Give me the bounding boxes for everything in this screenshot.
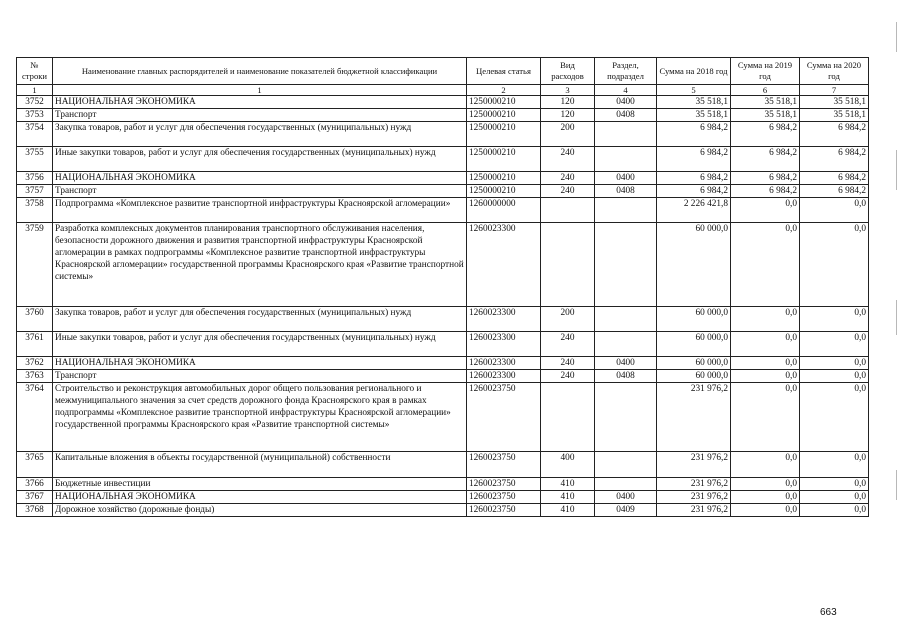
row-expense-type: 240	[541, 370, 595, 383]
row-name: Транспорт	[53, 185, 467, 198]
row-name: Капитальные вложения в объекты государственной (муниципальной) собственности	[53, 452, 467, 478]
row-sum-2018: 231 976,2	[657, 478, 731, 491]
row-section	[595, 452, 657, 478]
row-sum-2019: 6 984,2	[731, 122, 800, 147]
table-row	[17, 109, 869, 122]
col-header-section: Раздел, подраздел	[595, 58, 657, 85]
row-sum-2019: 35 518,1	[731, 109, 800, 122]
table-row	[17, 185, 869, 198]
row-expense-type	[541, 383, 595, 452]
table-row	[17, 491, 869, 504]
row-sum-2020: 6 984,2	[800, 147, 869, 172]
row-name: Закупка товаров, работ и услуг для обеспечения государственных (муниципальных) нужд	[53, 307, 467, 332]
row-sum-2019: 6 984,2	[731, 172, 800, 185]
row-section	[595, 307, 657, 332]
row-section	[595, 332, 657, 357]
row-number: 3758	[17, 198, 53, 223]
row-sum-2020: 6 984,2	[800, 185, 869, 198]
row-sum-2020: 0,0	[800, 198, 869, 223]
row-number: 3762	[17, 357, 53, 370]
row-target-article: 1250000210	[467, 96, 541, 109]
row-sum-2019: 0,0	[731, 307, 800, 332]
row-name: Разработка комплексных документов планирования транспортного обслуживания населения, безопасности дорожного движения и развития транспортной инфраструктуры Красноярской агломерации в рамках подпрограммы «Комплексное развитие транспортной инфраструктуры Красноярской агломерации» государственной программы Красноярского края «Развитие транспортной системы»	[53, 223, 467, 307]
row-expense-type: 410	[541, 478, 595, 491]
row-name: Транспорт	[53, 109, 467, 122]
row-target-article: 1260023750	[467, 504, 541, 517]
row-target-article: 1250000210	[467, 109, 541, 122]
scan-edge-mark	[896, 22, 897, 52]
row-sum-2018: 231 976,2	[657, 383, 731, 452]
row-sum-2019: 0,0	[731, 383, 800, 452]
col-header-target: Целевая статья	[467, 58, 541, 85]
row-number: 3752	[17, 96, 53, 109]
row-expense-type	[541, 223, 595, 307]
table-row	[17, 223, 869, 307]
row-number: 3766	[17, 478, 53, 491]
row-name: Строительство и реконструкция автомобильных дорог общего пользования регионального и межмуниципального значения за счет средств дорожного фонда Красноярского края в рамках подпрограммы «Комплексное развитие транспортной инфраструктуры Красноярской агломерации» государственной программы Красноярского края «Развитие транспортной системы»	[53, 383, 467, 452]
table-row	[17, 383, 869, 452]
row-sum-2019: 0,0	[731, 370, 800, 383]
row-sum-2020: 35 518,1	[800, 109, 869, 122]
row-number: 3767	[17, 491, 53, 504]
column-number: 2	[467, 85, 541, 96]
row-sum-2020: 6 984,2	[800, 122, 869, 147]
column-number: 1	[53, 85, 467, 96]
row-sum-2018: 2 226 421,8	[657, 198, 731, 223]
table-row	[17, 357, 869, 370]
row-expense-type: 410	[541, 491, 595, 504]
row-expense-type: 410	[541, 504, 595, 517]
row-number: 3759	[17, 223, 53, 307]
row-target-article: 1260023300	[467, 332, 541, 357]
row-section: 0400	[595, 172, 657, 185]
row-target-article: 1260023300	[467, 223, 541, 307]
row-sum-2020: 0,0	[800, 452, 869, 478]
row-sum-2020: 0,0	[800, 223, 869, 307]
page-number: 663	[820, 607, 837, 618]
row-number: 3753	[17, 109, 53, 122]
scan-edge-mark	[896, 470, 897, 500]
col-header-type: Вид расходов	[541, 58, 595, 85]
row-number: 3761	[17, 332, 53, 357]
row-expense-type: 240	[541, 357, 595, 370]
column-number: 7	[800, 85, 869, 96]
column-number: 5	[657, 85, 731, 96]
row-sum-2019: 6 984,2	[731, 147, 800, 172]
row-number: 3765	[17, 452, 53, 478]
row-name: НАЦИОНАЛЬНАЯ ЭКОНОМИКА	[53, 357, 467, 370]
row-target-article: 1260023750	[467, 478, 541, 491]
row-sum-2018: 231 976,2	[657, 452, 731, 478]
row-target-article: 1260023750	[467, 491, 541, 504]
row-sum-2020: 0,0	[800, 370, 869, 383]
table-row	[17, 198, 869, 223]
row-sum-2019: 0,0	[731, 198, 800, 223]
table-row	[17, 147, 869, 172]
row-sum-2018: 35 518,1	[657, 96, 731, 109]
scan-edge-mark	[896, 150, 897, 190]
row-target-article: 1260023300	[467, 307, 541, 332]
col-header-num: № строки	[17, 58, 53, 85]
row-target-article: 1260023750	[467, 452, 541, 478]
table-body	[17, 96, 869, 517]
row-name: Иные закупки товаров, работ и услуг для обеспечения государственных (муниципальных) нужд	[53, 147, 467, 172]
row-section	[595, 122, 657, 147]
row-sum-2020: 0,0	[800, 383, 869, 452]
row-number: 3757	[17, 185, 53, 198]
row-name: Закупка товаров, работ и услуг для обеспечения государственных (муниципальных) нужд	[53, 122, 467, 147]
row-expense-type: 240	[541, 172, 595, 185]
row-sum-2020: 0,0	[800, 491, 869, 504]
row-sum-2019: 0,0	[731, 357, 800, 370]
row-section: 0408	[595, 370, 657, 383]
budget-table	[16, 57, 869, 517]
table-row	[17, 370, 869, 383]
table-header-row	[17, 58, 869, 85]
row-expense-type: 200	[541, 122, 595, 147]
row-target-article: 1250000210	[467, 185, 541, 198]
row-sum-2018: 6 984,2	[657, 147, 731, 172]
row-sum-2018: 60 000,0	[657, 332, 731, 357]
col-header-2019: Сумма на 2019 год	[731, 58, 800, 85]
column-number-row	[17, 85, 869, 96]
row-target-article: 1260023300	[467, 357, 541, 370]
row-sum-2018: 6 984,2	[657, 185, 731, 198]
row-sum-2020: 0,0	[800, 478, 869, 491]
row-sum-2020: 35 518,1	[800, 96, 869, 109]
row-name: Бюджетные инвестиции	[53, 478, 467, 491]
row-section: 0400	[595, 491, 657, 504]
table-row	[17, 172, 869, 185]
row-target-article: 1250000210	[467, 122, 541, 147]
row-section	[595, 478, 657, 491]
row-target-article: 1260023300	[467, 370, 541, 383]
row-sum-2018: 60 000,0	[657, 357, 731, 370]
row-sum-2020: 0,0	[800, 357, 869, 370]
table-row	[17, 307, 869, 332]
row-sum-2018: 6 984,2	[657, 172, 731, 185]
row-name: НАЦИОНАЛЬНАЯ ЭКОНОМИКА	[53, 96, 467, 109]
row-sum-2019: 35 518,1	[731, 96, 800, 109]
row-sum-2018: 231 976,2	[657, 491, 731, 504]
row-section	[595, 198, 657, 223]
row-expense-type: 120	[541, 109, 595, 122]
row-number: 3768	[17, 504, 53, 517]
row-expense-type: 200	[541, 307, 595, 332]
row-sum-2020: 6 984,2	[800, 172, 869, 185]
row-target-article: 1250000210	[467, 147, 541, 172]
row-sum-2018: 60 000,0	[657, 307, 731, 332]
row-expense-type: 240	[541, 147, 595, 172]
row-section	[595, 223, 657, 307]
row-number: 3755	[17, 147, 53, 172]
row-sum-2019: 0,0	[731, 223, 800, 307]
row-section: 0409	[595, 504, 657, 517]
row-name: НАЦИОНАЛЬНАЯ ЭКОНОМИКА	[53, 172, 467, 185]
row-expense-type: 240	[541, 185, 595, 198]
row-sum-2020: 0,0	[800, 332, 869, 357]
row-section: 0408	[595, 109, 657, 122]
row-sum-2020: 0,0	[800, 307, 869, 332]
row-expense-type: 120	[541, 96, 595, 109]
row-section: 0400	[595, 357, 657, 370]
row-section	[595, 147, 657, 172]
row-name: Иные закупки товаров, работ и услуг для обеспечения государственных (муниципальных) нужд	[53, 332, 467, 357]
row-expense-type: 240	[541, 332, 595, 357]
row-sum-2020: 0,0	[800, 504, 869, 517]
row-section	[595, 383, 657, 452]
row-sum-2018: 231 976,2	[657, 504, 731, 517]
row-expense-type: 400	[541, 452, 595, 478]
row-number: 3763	[17, 370, 53, 383]
row-sum-2019: 0,0	[731, 452, 800, 478]
column-number: 6	[731, 85, 800, 96]
row-sum-2018: 6 984,2	[657, 122, 731, 147]
row-sum-2018: 60 000,0	[657, 223, 731, 307]
row-sum-2019: 0,0	[731, 491, 800, 504]
table-row	[17, 504, 869, 517]
column-number: 4	[595, 85, 657, 96]
col-header-name: Наименование главных распорядителей и наименование показателей бюджетной классификации	[53, 58, 467, 85]
row-name: НАЦИОНАЛЬНАЯ ЭКОНОМИКА	[53, 491, 467, 504]
table-row	[17, 478, 869, 491]
row-number: 3760	[17, 307, 53, 332]
row-sum-2019: 6 984,2	[731, 185, 800, 198]
table-row	[17, 96, 869, 109]
row-section: 0408	[595, 185, 657, 198]
row-number: 3756	[17, 172, 53, 185]
row-name: Дорожное хозяйство (дорожные фонды)	[53, 504, 467, 517]
row-expense-type	[541, 198, 595, 223]
table-row	[17, 452, 869, 478]
col-header-2018: Сумма на 2018 год	[657, 58, 731, 85]
column-number: 1	[17, 85, 53, 96]
table-row	[17, 122, 869, 147]
row-sum-2019: 0,0	[731, 504, 800, 517]
row-number: 3764	[17, 383, 53, 452]
column-number: 3	[541, 85, 595, 96]
scan-edge-mark	[896, 300, 897, 335]
col-header-2020: Сумма на 2020 год	[800, 58, 869, 85]
row-sum-2019: 0,0	[731, 478, 800, 491]
row-name: Подпрограмма «Комплексное развитие транспортной инфраструктуры Красноярской агломерации»	[53, 198, 467, 223]
row-sum-2018: 35 518,1	[657, 109, 731, 122]
row-target-article: 1260023750	[467, 383, 541, 452]
row-sum-2019: 0,0	[731, 332, 800, 357]
row-name: Транспорт	[53, 370, 467, 383]
row-sum-2018: 60 000,0	[657, 370, 731, 383]
row-number: 3754	[17, 122, 53, 147]
row-section: 0400	[595, 96, 657, 109]
row-target-article: 1260000000	[467, 198, 541, 223]
row-target-article: 1250000210	[467, 172, 541, 185]
table-row	[17, 332, 869, 357]
